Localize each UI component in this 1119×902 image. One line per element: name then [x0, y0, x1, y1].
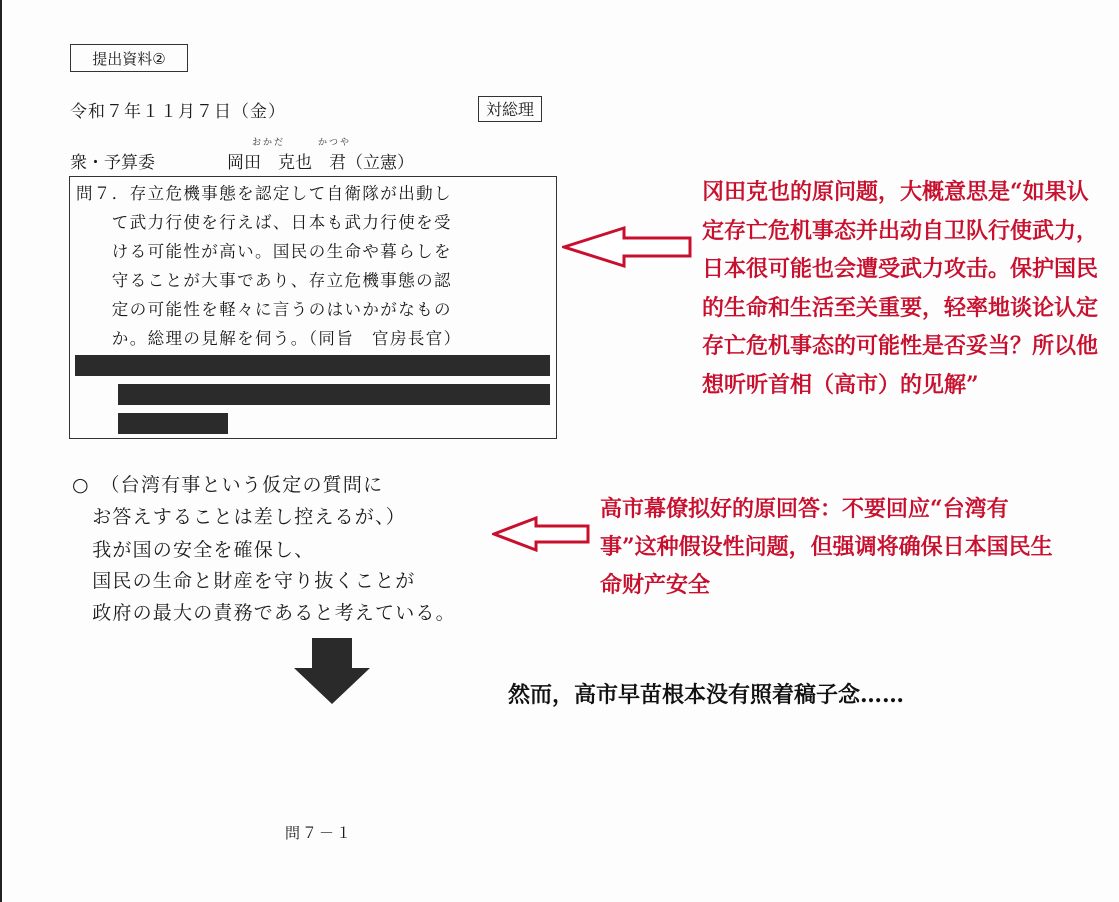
arrow-left-icon — [492, 515, 590, 553]
annotation-followup: 然而，高市早苗根本没有照着稿子念…… — [508, 682, 905, 708]
answer-line: 国民の生命と財産を守り抜くことが — [72, 570, 416, 592]
asker-name: 岡田 克也 君（立憲） — [227, 153, 414, 173]
question-line: 問７．存立危機事態を認定して自衛隊が出動し — [76, 184, 452, 203]
answer-line: 政府の最大の責務であると考えている。 — [72, 602, 456, 624]
redaction-bar — [75, 355, 550, 376]
ruby-katsuya: かつや — [318, 138, 352, 148]
answer-line: 我が国の安全を確保し、 — [72, 539, 315, 561]
page-number: 問７－１ — [285, 824, 354, 842]
question-line: 定の可能性を軽々に言うのはいかがなもの — [76, 300, 452, 319]
question-line: 守ることが大事であり、存立危機事態の認 — [76, 271, 452, 290]
submission-stamp: 提出資料② — [70, 44, 188, 72]
redaction-bar — [118, 384, 550, 405]
arrow-down-icon — [292, 638, 372, 706]
ruby-okada: おかだ — [252, 138, 286, 148]
answer-line: お答えすることは差し控えるが、） — [72, 506, 406, 528]
question-line: ける可能性が高い。国民の生命や暮らしを — [76, 242, 452, 261]
annotation-question: 冈田克也的原问题，大概意思是“如果认定存亡危机事态并出动自卫队行使武力，日本很可能也会遭受武力攻击。保护国民的生命和生活至关重要，轻率地谈论认定存亡危机事态的可能性是否妥当？所以他想听听首相（高市）的见解” — [702, 179, 1099, 398]
document-date: 令和７年１１月７日（金） — [70, 102, 286, 122]
addressee-box: 対総理 — [478, 96, 542, 122]
question-line: て武力行使を行えば、日本も武力行使を受 — [76, 213, 452, 232]
asker-row — [70, 148, 414, 173]
arrow-left-icon — [562, 225, 692, 269]
answer-line: ○ （台湾有事という仮定の質問に — [72, 474, 384, 496]
page-left-border — [0, 0, 2, 902]
annotation-answer: 高市幕僚拟好的原回答：不要回应“台湾有事”这种假设性问题，但强调将确保日本国民生命财产安全 — [600, 496, 1053, 598]
question-line: か。総理の見解を伺う。（同旨 官房長官） — [76, 329, 462, 348]
redaction-bar — [118, 413, 228, 434]
committee-label: 衆・予算委 — [70, 153, 155, 173]
